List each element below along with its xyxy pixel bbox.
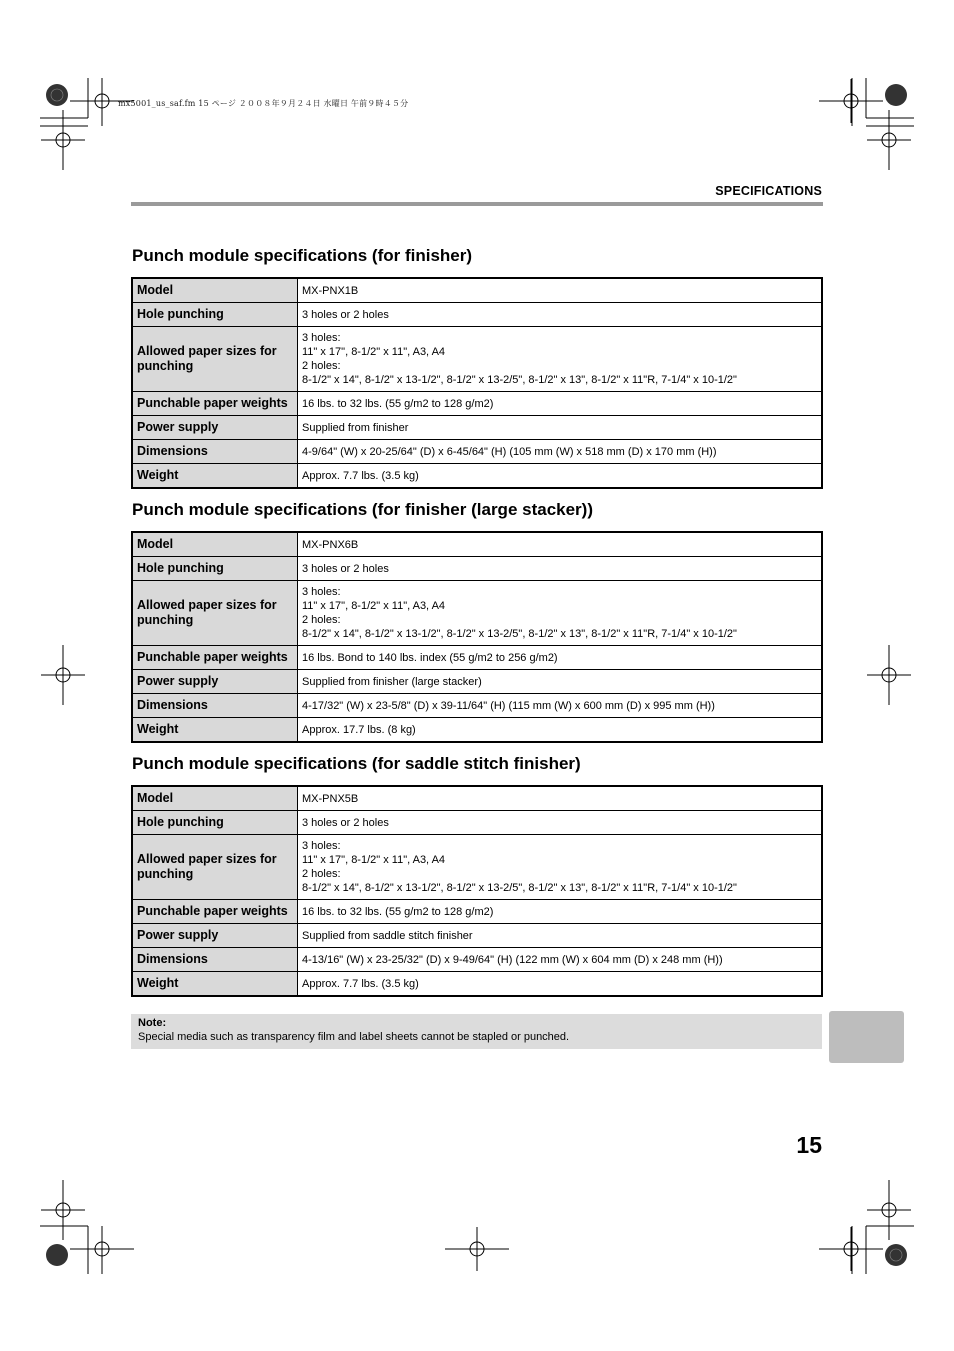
row-key: Weight bbox=[132, 718, 298, 743]
row-value: 3 holes or 2 holes bbox=[298, 811, 823, 835]
row-key: Weight bbox=[132, 464, 298, 489]
note-text: Special media such as transparency film and label sheets cannot be stapled or punched. bbox=[138, 1031, 570, 1043]
table-row bbox=[132, 392, 822, 416]
row-value: 16 lbs. to 32 lbs. (55 g/m2 to 128 g/m2) bbox=[298, 900, 823, 924]
row-key: Hole punching bbox=[132, 557, 298, 581]
chapter-tab bbox=[829, 1011, 904, 1063]
table-row bbox=[132, 786, 822, 811]
table-row bbox=[132, 718, 822, 743]
row-key: Hole punching bbox=[132, 811, 298, 835]
table-row bbox=[132, 278, 822, 303]
row-value: 3 holes: 11" x 17", 8-1/2" x 11", A3, A4 2 holes: 8-1/2" x 14", 8-1/2" x 13-1/2", 8-1/2" x 13-2/5", 8-1/2" x 13", 8-1/2" x 11"R, 7-1/4" x 10-1/2" bbox=[298, 327, 823, 392]
table-row bbox=[132, 646, 822, 670]
row-key: Punchable paper weights bbox=[132, 900, 298, 924]
row-key: Power supply bbox=[132, 416, 298, 440]
row-value: 4-9/64" (W) x 20-25/64" (D) x 6-45/64" (H) (105 mm (W) x 518 mm (D) x 170 mm (H)) bbox=[298, 440, 823, 464]
table-row bbox=[132, 924, 822, 948]
row-value: 4-17/32" (W) x 23-5/8" (D) x 39-11/64" (H) (115 mm (W) x 600 mm (D) x 995 mm (H)) bbox=[298, 694, 823, 718]
note-box bbox=[131, 1014, 822, 1049]
row-key: Model bbox=[132, 278, 298, 303]
table-row bbox=[132, 416, 822, 440]
row-value: MX-PNX6B bbox=[298, 532, 823, 557]
row-value: MX-PNX1B bbox=[298, 278, 823, 303]
table-row bbox=[132, 557, 822, 581]
section-heading-saddle-stitch: Punch module specifications (for saddle stitch finisher) bbox=[132, 754, 581, 773]
table-row bbox=[132, 464, 822, 489]
row-key: Punchable paper weights bbox=[132, 392, 298, 416]
row-key: Model bbox=[132, 532, 298, 557]
row-value: 3 holes: 11" x 17", 8-1/2" x 11", A3, A4 2 holes: 8-1/2" x 14", 8-1/2" x 13-1/2", 8-1/2" x 13-2/5", 8-1/2" x 13", 8-1/2" x 11"R, 7-1/4" x 10-1/2" bbox=[298, 581, 823, 646]
row-value: Supplied from saddle stitch finisher bbox=[298, 924, 823, 948]
table-row bbox=[132, 440, 822, 464]
row-value: 4-13/16" (W) x 23-25/32" (D) x 9-49/64" (H) (122 mm (W) x 604 mm (D) x 248 mm (H)) bbox=[298, 948, 823, 972]
row-key: Punchable paper weights bbox=[132, 646, 298, 670]
section-label: SPECIFICATIONS bbox=[715, 184, 822, 198]
table-row bbox=[132, 303, 822, 327]
file-header: mx5001_us_saf.fm 15 ページ ２００８年９月２４日 水曜日 午前９時４５分 bbox=[118, 99, 409, 108]
row-key: Power supply bbox=[132, 670, 298, 694]
table-row bbox=[132, 948, 822, 972]
table-row bbox=[132, 835, 822, 900]
spec-table-saddle-stitch bbox=[131, 785, 823, 997]
row-value: 16 lbs. to 32 lbs. (55 g/m2 to 128 g/m2) bbox=[298, 392, 823, 416]
row-key: Dimensions bbox=[132, 440, 298, 464]
header-rule bbox=[131, 202, 823, 206]
table-row bbox=[132, 694, 822, 718]
row-value: Supplied from finisher bbox=[298, 416, 823, 440]
table-row bbox=[132, 972, 822, 997]
row-value: MX-PNX5B bbox=[298, 786, 823, 811]
row-value: 3 holes or 2 holes bbox=[298, 557, 823, 581]
table-row bbox=[132, 670, 822, 694]
row-value: Supplied from finisher (large stacker) bbox=[298, 670, 823, 694]
row-key: Power supply bbox=[132, 924, 298, 948]
row-key: Allowed paper sizes for punching bbox=[132, 581, 298, 646]
row-key: Dimensions bbox=[132, 948, 298, 972]
page-number: 15 bbox=[796, 1132, 822, 1158]
table-row bbox=[132, 581, 822, 646]
section-heading-finisher: Punch module specifications (for finisher) bbox=[132, 246, 473, 265]
table-row bbox=[132, 327, 822, 392]
row-key: Allowed paper sizes for punching bbox=[132, 835, 298, 900]
row-value: 3 holes or 2 holes bbox=[298, 303, 823, 327]
table-row bbox=[132, 532, 822, 557]
row-value: 16 lbs. Bond to 140 lbs. index (55 g/m2 to 256 g/m2) bbox=[298, 646, 823, 670]
section-heading-large-stacker: Punch module specifications (for finisher (large stacker)) bbox=[132, 500, 593, 519]
table-row bbox=[132, 811, 822, 835]
table-row bbox=[132, 900, 822, 924]
row-value: Approx. 17.7 lbs. (8 kg) bbox=[298, 718, 823, 743]
spec-table-finisher bbox=[131, 277, 823, 489]
row-key: Hole punching bbox=[132, 303, 298, 327]
spec-table-large-stacker bbox=[131, 531, 823, 743]
row-value: Approx. 7.7 lbs. (3.5 kg) bbox=[298, 972, 823, 997]
row-key: Allowed paper sizes for punching bbox=[132, 327, 298, 392]
note-title: Note: bbox=[138, 1017, 167, 1029]
row-key: Model bbox=[132, 786, 298, 811]
row-value: 3 holes: 11" x 17", 8-1/2" x 11", A3, A4 2 holes: 8-1/2" x 14", 8-1/2" x 13-1/2", 8-1/2" x 13-2/5", 8-1/2" x 13", 8-1/2" x 11"R, 7-1/4" x 10-1/2" bbox=[298, 835, 823, 900]
row-value: Approx. 7.7 lbs. (3.5 kg) bbox=[298, 464, 823, 489]
row-key: Weight bbox=[132, 972, 298, 997]
row-key: Dimensions bbox=[132, 694, 298, 718]
